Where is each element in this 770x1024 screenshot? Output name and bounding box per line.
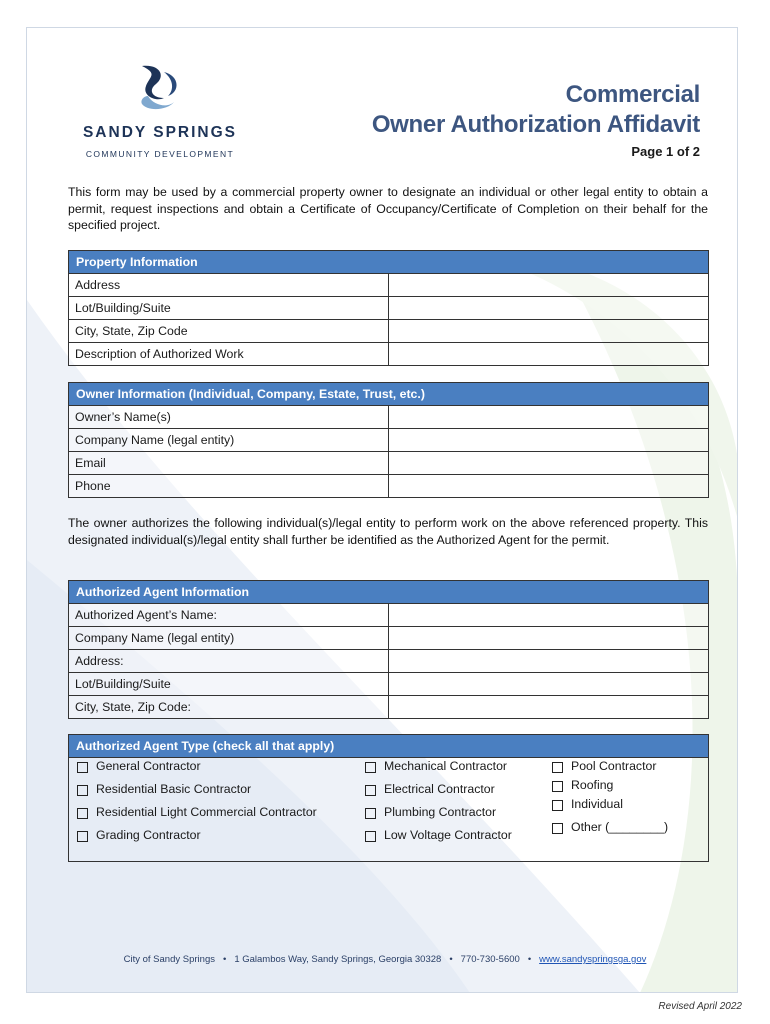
checkbox-icon[interactable] [552, 823, 563, 834]
checkbox-label: Electrical Contractor [384, 782, 495, 796]
checkbox-label: Pool Contractor [571, 759, 657, 773]
field-label: Description of Authorized Work [69, 343, 389, 366]
footer-address: 1 Galambos Way, Sandy Springs, Georgia 30328 [234, 954, 442, 965]
checkbox-icon[interactable] [365, 831, 376, 842]
checkbox-label: Residential Basic Contractor [96, 782, 252, 796]
field-label: City, State, Zip Code [69, 320, 389, 343]
address-input[interactable] [389, 274, 709, 297]
field-label: Email [69, 452, 389, 475]
intro-paragraph: This form may be used by a commercial property owner to designate an individual or other legal entity to obtain a permit, request inspections and obtain a Certificate of Occupancy/Certificate of Completion on their behalf for the specified project. [68, 185, 708, 232]
checkbox-residential-light-commercial-contractor[interactable] [77, 805, 317, 828]
field-label: Lot/Building/Suite [69, 673, 389, 696]
checkbox-label: Residential Light Commercial Contractor [96, 805, 317, 819]
title-line-2: Owner Authorization Affidavit [371, 111, 700, 138]
table-row [69, 604, 709, 627]
checkbox-label: Mechanical Contractor [384, 759, 508, 773]
checkbox-grading-contractor[interactable] [77, 828, 317, 851]
checkbox-electrical-contractor[interactable] [365, 782, 512, 805]
checkbox-pool-contractor[interactable] [552, 759, 668, 778]
checkbox-residential-basic-contractor[interactable] [77, 782, 317, 805]
checkbox-icon[interactable] [365, 785, 376, 796]
owner-company-name-input[interactable] [389, 429, 709, 452]
footer-separator: • [449, 954, 453, 965]
footer-website-link[interactable]: www.sandyspringsga.gov [539, 954, 647, 965]
table-row [69, 673, 709, 696]
checkbox-icon[interactable] [77, 762, 88, 773]
checkbox-plumbing-contractor[interactable] [365, 805, 512, 828]
agent-city-state-zip-input[interactable] [389, 696, 709, 719]
property-information-heading: Property Information [69, 251, 709, 274]
checkbox-label: Grading Contractor [96, 828, 201, 842]
authorization-paragraph: The owner authorizes the following individual(s)/legal entity to perform work on the above referenced property. This designated individual(s)/legal entity shall further be identified as the Authorized Agent for the permit. [68, 516, 708, 547]
page-number: Page 1 of 2 [631, 144, 700, 159]
checkbox-low-voltage-contractor[interactable] [365, 828, 512, 851]
checkbox-icon[interactable] [552, 800, 563, 811]
table-row [69, 452, 709, 475]
agent-lot-building-suite-input[interactable] [389, 673, 709, 696]
field-label: Phone [69, 475, 389, 498]
table-row [69, 343, 709, 366]
checkbox-other[interactable] [552, 820, 668, 839]
checkbox-individual[interactable] [552, 797, 668, 816]
title-line-1: Commercial [565, 81, 700, 108]
footer-city: City of Sandy Springs [123, 954, 215, 965]
checkbox-label: Low Voltage Contractor [384, 828, 512, 842]
checkbox-icon[interactable] [77, 831, 88, 842]
field-label: Address [69, 274, 389, 297]
checkbox-icon[interactable] [365, 762, 376, 773]
checkbox-icon[interactable] [365, 808, 376, 819]
authorized-agent-table [68, 580, 709, 719]
field-label: Company Name (legal entity) [69, 627, 389, 650]
lot-building-suite-input[interactable] [389, 297, 709, 320]
agent-type-section [68, 734, 709, 862]
agent-address-input[interactable] [389, 650, 709, 673]
owner-information-table [68, 382, 709, 498]
footer [0, 954, 770, 965]
footer-phone: 770-730-5600 [460, 954, 520, 965]
checkbox-icon[interactable] [77, 808, 88, 819]
owner-information-heading: Owner Information (Individual, Company, Estate, Trust, etc.) [69, 383, 709, 406]
table-row [69, 297, 709, 320]
agent-type-heading: Authorized Agent Type (check all that apply) [69, 735, 708, 758]
table-row [69, 320, 709, 343]
field-label: Owner’s Name(s) [69, 406, 389, 429]
logo-org-name: SANDY SPRINGS [82, 124, 238, 141]
checkbox-mechanical-contractor[interactable] [365, 759, 512, 782]
field-label: Address: [69, 650, 389, 673]
checkbox-icon[interactable] [552, 762, 563, 773]
checkbox-icon[interactable] [552, 781, 563, 792]
checkbox-icon[interactable] [77, 785, 88, 796]
owner-names-input[interactable] [389, 406, 709, 429]
property-information-table [68, 250, 709, 366]
table-row [69, 650, 709, 673]
document-title-block [372, 80, 700, 159]
agent-type-column-1 [77, 759, 317, 851]
footer-separator: • [222, 954, 227, 965]
table-row [69, 627, 709, 650]
checkbox-label: Roofing [571, 778, 614, 792]
owner-phone-input[interactable] [389, 475, 709, 498]
table-row [69, 274, 709, 297]
checkbox-label: Individual [571, 797, 623, 811]
checkbox-label: Other (________) [571, 820, 669, 834]
revised-date: Revised April 2022 [658, 1001, 742, 1012]
field-label: Authorized Agent’s Name: [69, 604, 389, 627]
city-state-zip-input[interactable] [389, 320, 709, 343]
table-row [69, 475, 709, 498]
owner-email-input[interactable] [389, 452, 709, 475]
authorized-work-description-input[interactable] [389, 343, 709, 366]
table-row [69, 406, 709, 429]
table-row [69, 429, 709, 452]
agent-type-column-2 [365, 759, 512, 851]
checkbox-general-contractor[interactable] [77, 759, 317, 782]
checkbox-roofing[interactable] [552, 778, 668, 797]
agent-company-name-input[interactable] [389, 627, 709, 650]
logo-mark-icon [134, 62, 186, 114]
agent-name-input[interactable] [389, 604, 709, 627]
field-label: Lot/Building/Suite [69, 297, 389, 320]
checkbox-label: General Contractor [96, 759, 201, 773]
field-label: Company Name (legal entity) [69, 429, 389, 452]
logo-org-subtitle: COMMUNITY DEVELOPMENT [85, 149, 235, 159]
checkbox-label: Plumbing Contractor [384, 805, 497, 819]
authorized-agent-heading: Authorized Agent Information [69, 581, 709, 604]
table-row [69, 696, 709, 719]
agent-type-column-3 [552, 759, 668, 839]
field-label: City, State, Zip Code: [69, 696, 389, 719]
footer-separator: • [527, 954, 532, 965]
